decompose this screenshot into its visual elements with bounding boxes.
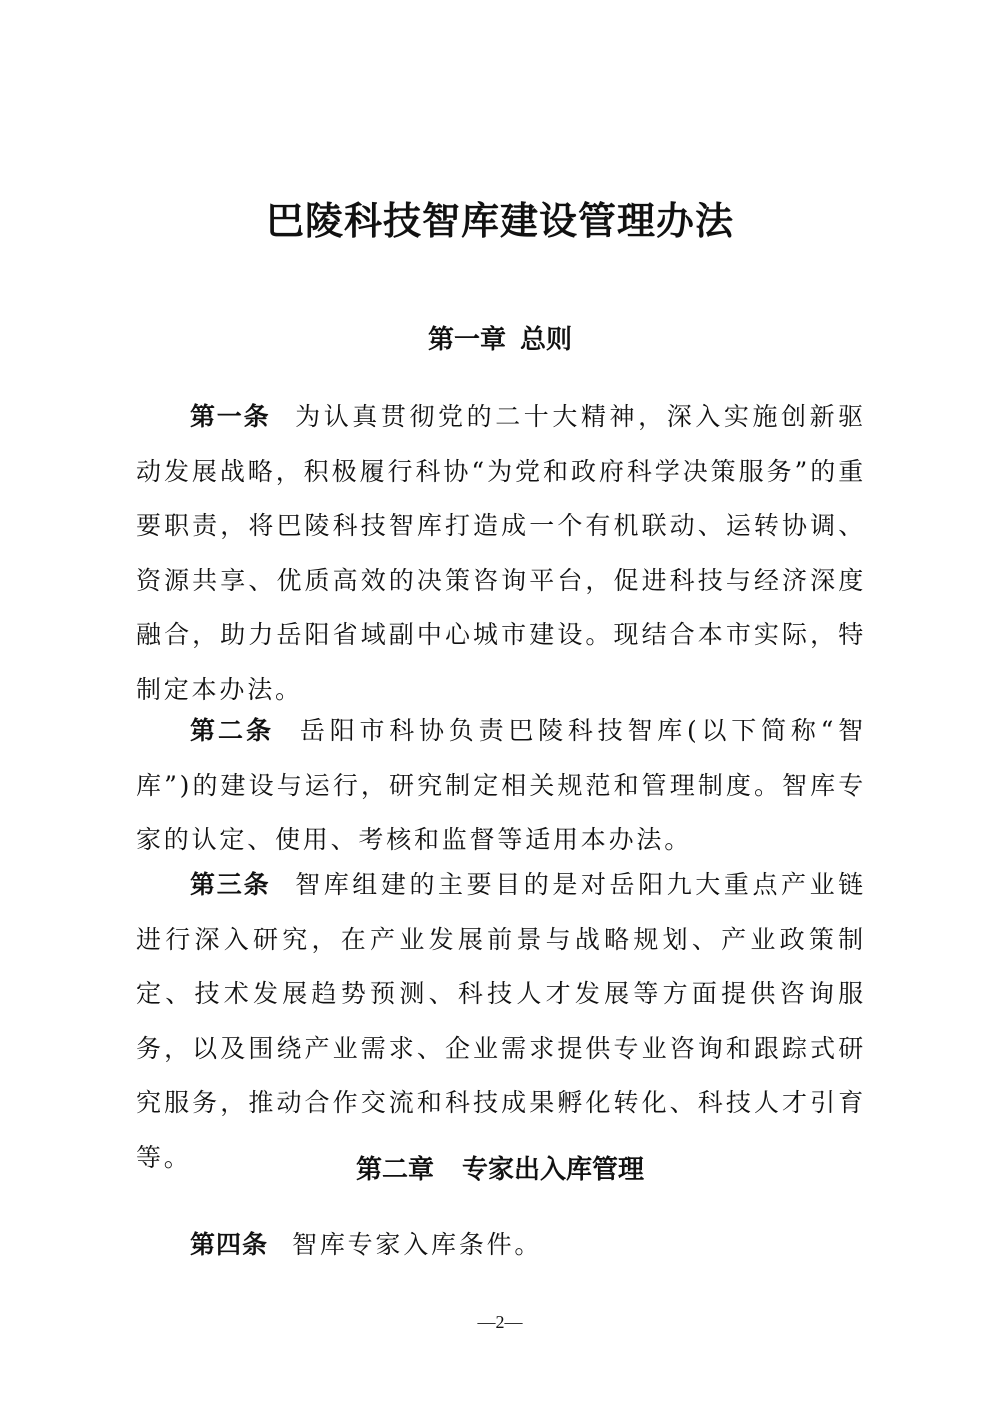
document-title: 巴陵科技智库建设管理办法 — [265, 198, 734, 243]
article-4 — [136, 1218, 866, 1273]
article-3-text: 智库组建的主要目的是对岳阳九大重点产业链进行深入研究，在产业发展前景与战略规划、产业政策制定、技术发展趋势预测、科技人才发展等方面提供咨询服务，以及围绕产业需求、企业需求提供专业咨询和跟踪式研究服务，推动合作交流和科技成果孵化转化、科技人才引育等。 — [136, 870, 866, 1172]
chapter-two-label: 第二章 — [355, 1155, 434, 1185]
article-1-text: 为认真贯彻党的二十大精神，深入实施创新驱动发展战略，积极履行科协“为党和政府科学决策服务”的重要职责，将巴陵科技智库打造成一个有机联动、运转协调、资源共享、优质高效的决策咨询平台，促进科技与经济深度融合，助力岳阳省域副中心城市建设。现结合本市实际，特制定本办法。 — [136, 402, 866, 704]
chapter-two-name: 专家出入库管理 — [462, 1155, 645, 1185]
article-2-label: 第二条 — [190, 716, 274, 745]
chapter-two-heading — [0, 1150, 1000, 1190]
article-1-label: 第一条 — [190, 402, 271, 431]
article-3-label: 第三条 — [190, 870, 271, 899]
article-2-text: 岳阳市科协负责巴陵科技智库(以下简称“智库”)的建设与运行，研究制定相关规范和管理制度。智库专家的认定、使用、考核和监督等适用本办法。 — [136, 716, 866, 854]
article-4-text: 智库专家入库条件。 — [292, 1230, 543, 1259]
article-2 — [136, 704, 866, 868]
page-number: —2— — [477, 1312, 523, 1332]
article-3 — [136, 858, 866, 1185]
article-1 — [136, 390, 866, 717]
chapter-one-heading — [0, 320, 1000, 360]
article-4-label: 第四条 — [190, 1230, 269, 1259]
chapter-one-name: 总则 — [520, 325, 573, 355]
chapter-one-label: 第一章 — [427, 325, 506, 355]
